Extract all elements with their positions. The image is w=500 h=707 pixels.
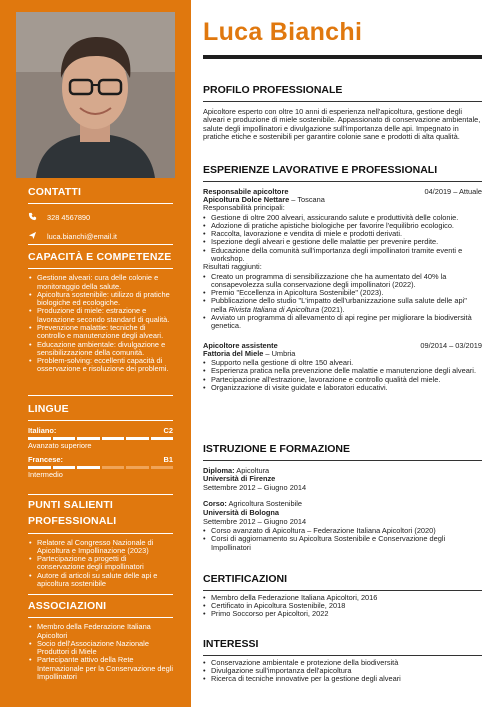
languages-section xyxy=(28,401,173,484)
job-1-dates: 04/2019 – Attuale xyxy=(424,186,482,196)
responsibility-item: • Raccolta, lavorazione e vendita di miele e prodotti derivati. xyxy=(203,230,482,238)
course-item: • Corso avanzato di Apicoltura – Federazione Italiana Apicoltori (2020) xyxy=(203,527,482,535)
level-segment xyxy=(151,437,174,440)
result-item xyxy=(203,297,482,314)
education-entry xyxy=(203,500,482,526)
responsibility-item: • Educazione della comunità sull'importanza degli impollinatori tramite eventi e workshop. xyxy=(203,247,482,264)
education-courses xyxy=(203,527,482,552)
job-2-company-row xyxy=(203,350,482,358)
job-1-results xyxy=(203,273,482,331)
skill-item: • Apicoltura sostenibile: utilizzo di pratiche biologiche ed ecologiche. xyxy=(28,291,173,308)
contact-title: CONTATTI xyxy=(28,184,173,204)
job-1 xyxy=(203,187,482,331)
profile-text: Apicoltore esperto con oltre 10 anni di esperienza nell'apicoltura, gestione degli alveari e produzione di miele sostenibile. Appassionato di conservazione ambientale, salute degli impollinatori e divulgazione sull'importanza delle api. Impegnato in pratiche etiche e sostenibili per garantire colonie sane e prodotti di alta qualità. xyxy=(203,106,481,141)
email-address[interactable]: luca.bianchi@email.it xyxy=(47,231,117,241)
level-segment xyxy=(126,437,149,440)
send-icon xyxy=(28,231,47,242)
duty-item: • Supporto nella gestione di oltre 150 alveari. xyxy=(203,359,482,367)
job-1-location: – Toscana xyxy=(289,194,325,204)
interest-item: • Conservazione ambientale e protezione della biodiversità xyxy=(203,659,482,667)
level-segment xyxy=(102,466,125,469)
result-text: (2021). xyxy=(319,304,345,314)
skill-item: • Educazione ambientale: divulgazione e sensibilizzazione della comunità. xyxy=(28,341,173,358)
certification-item: • Primo Soccorso per Apicoltori, 2022 xyxy=(203,610,482,618)
skill-item: • Gestione alveari: cura delle colonie e monitoraggio della salute. xyxy=(28,274,173,291)
interest-item: • Ricerca di tecniche innovative per la gestione degli alveari xyxy=(203,675,482,683)
language-row xyxy=(28,455,173,464)
education-dates: Settembre 2012 – Giugno 2014 xyxy=(203,482,307,492)
associations-list xyxy=(28,623,173,681)
name-underline xyxy=(203,55,482,59)
skill-item: • Prevenzione malattie: tecniche di controllo e manutenzione degli alveari. xyxy=(28,324,173,341)
education-dates: Settembre 2012 – Giugno 2014 xyxy=(203,516,307,526)
skills-list xyxy=(28,274,173,373)
degree-label: Diploma: xyxy=(203,465,235,475)
associations-top-rule xyxy=(28,594,173,595)
school-name: Università di Bologna xyxy=(203,507,279,517)
level-segment xyxy=(28,437,51,440)
skills-top-rule xyxy=(28,244,173,245)
skill-item: • Problem-solving: eccellenti capacità di osservazione e risoluzione dei problemi. xyxy=(28,357,173,374)
job-1-company: Apicoltura Dolce Nettare xyxy=(203,194,290,204)
certification-item: • Certificato in Apicoltura Sostenibile, 2018 xyxy=(203,602,482,610)
languages-top-rule xyxy=(28,395,173,396)
job-2-role: Apicoltore assistente xyxy=(203,340,278,350)
highlights-list xyxy=(28,539,173,589)
responsibility-item: • Adozione di pratiche apistiche biologiche per favorire l'equilibrio ecologico. xyxy=(203,222,482,230)
job-1-resp-label: Responsabilità principali: xyxy=(203,203,285,213)
skills-title: CAPACITÀ E COMPETENZE xyxy=(28,249,173,269)
association-item: • Membro della Federazione Italiana Apicoltori xyxy=(28,623,173,640)
experience-section xyxy=(203,164,482,392)
language-name: Italiano: xyxy=(28,426,57,436)
interests-list xyxy=(203,659,482,684)
job-1-results-label: Risultati raggiunti: xyxy=(203,262,262,272)
portrait-image xyxy=(16,12,175,178)
main-column xyxy=(191,0,500,707)
skills-section xyxy=(28,249,173,374)
highlights-title: PUNTI SALIENTI PROFESSIONALI xyxy=(28,497,173,534)
course-item: • Corsi di aggiornamento su Apicoltura Sostenibile e Conservazione degli Impollinatori xyxy=(203,535,482,552)
duty-item: • Partecipazione all'estrazione, lavorazione e controllo qualità del miele. xyxy=(203,376,482,384)
responsibility-item: • Gestione di oltre 200 alveari, assicurando salute e produttività delle colonie. xyxy=(203,214,482,222)
level-segment xyxy=(126,466,149,469)
language-level-bar xyxy=(28,437,173,440)
degree-value: Apicoltura xyxy=(234,465,270,475)
contact-section xyxy=(28,184,173,243)
job-2-dates: 09/2014 – 03/2019 xyxy=(420,340,482,350)
language-level: Avanzato superiore xyxy=(28,441,92,451)
associations-section xyxy=(28,598,173,681)
profile-section xyxy=(203,84,482,141)
responsibility-item: • Ispezione degli alveari e gestione delle malattie per prevenire perdite. xyxy=(203,238,482,246)
interest-item: • Divulgazione sull'importanza dell'apicoltura xyxy=(203,667,482,675)
school-name: Università di Firenze xyxy=(203,474,276,484)
level-segment xyxy=(151,466,174,469)
languages-list xyxy=(28,426,173,479)
association-item: • Socio dell'Associazione Nazionale Produttori di Miele xyxy=(28,640,173,657)
job-2-duties xyxy=(203,359,482,392)
level-segment xyxy=(53,437,76,440)
interests-section xyxy=(203,638,482,683)
result-text: Pubblicazione dello studio "L'impatto dell'urbanizzazione sulla salute delle api" nella xyxy=(211,296,467,314)
experience-title: ESPERIENZE LAVORATIVE E PROFESSIONALI xyxy=(203,164,482,182)
certification-item: • Membro della Federazione Italiana Apicoltori, 2016 xyxy=(203,594,482,602)
profile-title: PROFILO PROFESSIONALE xyxy=(203,84,482,102)
highlight-item: • Relatore al Congresso Nazionale di Apicoltura e Impollinazione (2023) xyxy=(28,539,173,556)
language-name: Francese: xyxy=(28,455,63,465)
result-item: • Premio "Eccellenza in Apicoltura Sostenibile" (2023). xyxy=(203,289,482,297)
job-1-responsibilities xyxy=(203,214,482,264)
education-title: ISTRUZIONE E FORMAZIONE xyxy=(203,443,482,461)
degree-value: Agricoltura Sostenibile xyxy=(226,499,303,509)
phone-icon xyxy=(28,212,47,223)
language-level-bar xyxy=(28,466,173,469)
level-segment xyxy=(28,466,51,469)
job-1-role: Responsabile apicoltore xyxy=(203,186,289,196)
certifications-list xyxy=(203,594,482,619)
certifications-title: CERTIFICAZIONI xyxy=(203,573,482,591)
sidebar xyxy=(0,0,191,707)
phone-number[interactable]: 328 4567890 xyxy=(47,212,91,222)
interests-title: INTERESSI xyxy=(203,638,482,656)
association-item: • Partecipante attivo della Rete Internazionale per la Conservazione degli Impollinatori xyxy=(28,656,173,681)
language-code: B1 xyxy=(163,455,173,465)
candidate-name: Luca Bianchi xyxy=(203,18,363,46)
level-segment xyxy=(77,437,100,440)
certifications-section xyxy=(203,573,482,618)
phone-row xyxy=(28,210,173,224)
language-level: Intermedio xyxy=(28,470,63,480)
highlights-top-rule xyxy=(28,494,173,495)
language-row xyxy=(28,426,173,435)
job-2-company: Fattoria del Miele xyxy=(203,348,264,358)
job-2 xyxy=(203,341,482,393)
duty-item: • Esperienza pratica nella prevenzione delle malattie e manutenzione degli alveari. xyxy=(203,367,482,375)
highlight-item: • Autore di articoli su salute delle api e apicoltura sostenibile xyxy=(28,572,173,589)
associations-title: ASSOCIAZIONI xyxy=(28,598,173,618)
profile-photo xyxy=(16,12,175,178)
level-segment xyxy=(77,466,100,469)
job-2-location: – Umbria xyxy=(263,348,296,358)
education-items xyxy=(203,467,482,526)
highlights-section xyxy=(28,497,173,588)
language-code: C2 xyxy=(163,426,173,436)
skill-item: • Produzione di miele: estrazione e lavorazione secondo standard di qualità. xyxy=(28,307,173,324)
result-item: • Avviato un programma di allevamento di api regine per migliorare la biodiversità genetica. xyxy=(203,314,482,331)
languages-title: LINGUE xyxy=(28,401,173,421)
level-segment xyxy=(53,466,76,469)
duty-item: • Organizzazione di visite guidate e laboratori educativi. xyxy=(203,384,482,392)
highlight-item: • Partecipazione a progetti di conservazione degli impollinatori xyxy=(28,555,173,572)
journal-title: Rivista Italiana di Apicoltura xyxy=(228,304,320,314)
education-section xyxy=(203,443,482,552)
level-segment xyxy=(102,437,125,440)
result-item: • Creato un programma di sensibilizzazione che ha aumentato del 40% la consapevolezza sulla conservazione degli impollinatori (2022). xyxy=(203,273,482,290)
email-row xyxy=(28,229,173,243)
education-entry xyxy=(203,467,482,493)
degree-label: Corso: xyxy=(203,499,227,509)
